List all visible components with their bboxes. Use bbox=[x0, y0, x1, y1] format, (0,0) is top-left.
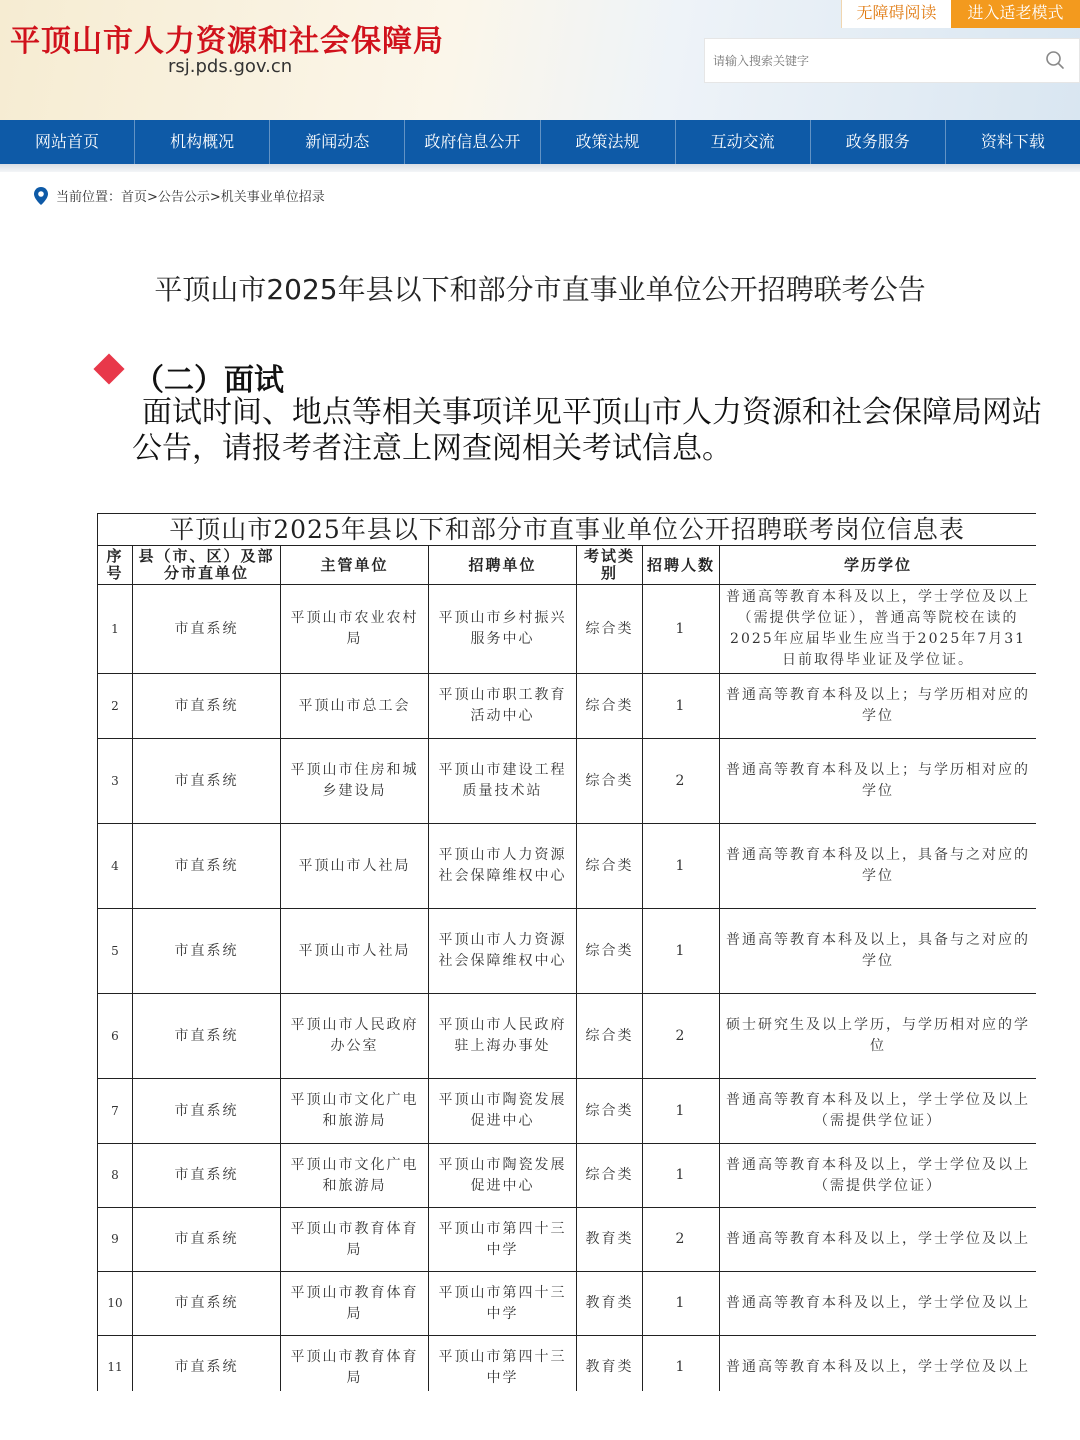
nav-item-policy[interactable]: 政策法规 bbox=[541, 120, 676, 164]
site-domain: rsj.pds.gov.cn bbox=[168, 56, 293, 77]
search-icon[interactable] bbox=[1045, 50, 1065, 70]
table-row bbox=[98, 1079, 1037, 1144]
cell-count: 1 bbox=[643, 1272, 720, 1336]
cell-county: 市直系统 bbox=[133, 1336, 281, 1392]
section-heading: （二）面试 bbox=[134, 363, 284, 398]
cell-category: 教育类 bbox=[577, 1336, 643, 1392]
cell-category: 综合类 bbox=[577, 994, 643, 1079]
header-seq: 序号 bbox=[98, 546, 133, 585]
cell-seq: 9 bbox=[98, 1208, 133, 1272]
cell-county: 市直系统 bbox=[133, 739, 281, 824]
cell-count: 2 bbox=[643, 1208, 720, 1272]
cell-dept: 平顶山市总工会 bbox=[281, 674, 429, 739]
cell-count: 1 bbox=[643, 1336, 720, 1392]
cell-county: 市直系统 bbox=[133, 824, 281, 909]
cell-category: 综合类 bbox=[577, 1144, 643, 1208]
table-title: 平顶山市2025年县以下和部分市直事业单位公开招聘联考岗位信息表 bbox=[98, 514, 1037, 546]
cell-dept: 平顶山市教育体育局 bbox=[281, 1208, 429, 1272]
cell-dept: 平顶山市文化广电和旅游局 bbox=[281, 1144, 429, 1208]
cell-dept: 平顶山市农业农村局 bbox=[281, 585, 429, 674]
nav-item-about[interactable]: 机构概况 bbox=[135, 120, 270, 164]
cell-dept: 平顶山市人民政府办公室 bbox=[281, 994, 429, 1079]
cell-edu: 普通高等教育本科及以上，学士学位及以上 bbox=[720, 1272, 1037, 1336]
nav-item-news[interactable]: 新闻动态 bbox=[270, 120, 405, 164]
main-nav bbox=[0, 120, 1080, 164]
table-row bbox=[98, 674, 1037, 739]
header-unit: 招聘单位 bbox=[429, 546, 577, 585]
cell-category: 综合类 bbox=[577, 739, 643, 824]
cell-dept: 平顶山市住房和城乡建设局 bbox=[281, 739, 429, 824]
cell-county: 市直系统 bbox=[133, 585, 281, 674]
search-box bbox=[704, 38, 1080, 83]
cell-category: 教育类 bbox=[577, 1272, 643, 1336]
cell-category: 综合类 bbox=[577, 824, 643, 909]
site-title[interactable]: 平顶山市人力资源和社会保障局 bbox=[10, 24, 444, 59]
cell-unit: 平顶山市人力资源社会保障维权中心 bbox=[429, 824, 577, 909]
location-pin-icon bbox=[34, 187, 48, 205]
breadcrumb-text[interactable]: 当前位置：首页>公告公示>机关事业单位招录 bbox=[56, 190, 325, 205]
cell-edu: 普通高等教育本科及以上，具备与之对应的学位 bbox=[720, 824, 1037, 909]
cell-count: 1 bbox=[643, 674, 720, 739]
cell-unit: 平顶山市第四十三中学 bbox=[429, 1208, 577, 1272]
cell-edu: 硕士研究生及以上学历，与学历相对应的学位 bbox=[720, 994, 1037, 1079]
cell-count: 1 bbox=[643, 1079, 720, 1144]
accessibility-button[interactable]: 无障碍阅读 bbox=[841, 0, 951, 28]
table-row bbox=[98, 1272, 1037, 1336]
cell-unit: 平顶山市第四十三中学 bbox=[429, 1336, 577, 1392]
cell-unit: 平顶山市陶瓷发展促进中心 bbox=[429, 1079, 577, 1144]
job-info-table bbox=[97, 513, 1036, 1391]
cell-seq: 2 bbox=[98, 674, 133, 739]
cell-unit: 平顶山市陶瓷发展促进中心 bbox=[429, 1144, 577, 1208]
table-row bbox=[98, 739, 1037, 824]
cell-seq: 8 bbox=[98, 1144, 133, 1208]
header-edu: 学历学位 bbox=[720, 546, 1037, 585]
cell-count: 1 bbox=[643, 1144, 720, 1208]
table-row bbox=[98, 824, 1037, 909]
cell-dept: 平顶山市人社局 bbox=[281, 909, 429, 994]
cell-dept: 平顶山市文化广电和旅游局 bbox=[281, 1079, 429, 1144]
cell-category: 综合类 bbox=[577, 909, 643, 994]
cell-category: 综合类 bbox=[577, 674, 643, 739]
cell-dept: 平顶山市人社局 bbox=[281, 824, 429, 909]
cell-dept: 平顶山市教育体育局 bbox=[281, 1336, 429, 1392]
cell-edu: 普通高等教育本科及以上，学士学位及以上 bbox=[720, 1208, 1037, 1272]
table-row bbox=[98, 994, 1037, 1079]
cell-county: 市直系统 bbox=[133, 674, 281, 739]
table-row bbox=[98, 1336, 1037, 1392]
cell-edu: 普通高等教育本科及以上，学士学位及以上（需提供学位证） bbox=[720, 1079, 1037, 1144]
cell-county: 市直系统 bbox=[133, 909, 281, 994]
elder-mode-button[interactable]: 进入适老模式 bbox=[951, 0, 1080, 28]
cell-edu: 普通高等教育本科及以上，学士学位及以上（需提供学位证） bbox=[720, 1144, 1037, 1208]
cell-edu: 普通高等教育本科及以上，学士学位及以上 bbox=[720, 1336, 1037, 1392]
cell-unit: 平顶山市人民政府驻上海办事处 bbox=[429, 994, 577, 1079]
cell-seq: 3 bbox=[98, 739, 133, 824]
header-count: 招聘人数 bbox=[643, 546, 720, 585]
cell-count: 1 bbox=[643, 824, 720, 909]
page-title: 平顶山市2025年县以下和部分市直事业单位公开招聘联考公告 bbox=[154, 273, 926, 306]
cell-seq: 10 bbox=[98, 1272, 133, 1336]
cell-count: 2 bbox=[643, 739, 720, 824]
table-row bbox=[98, 909, 1037, 994]
cell-edu: 普通高等教育本科及以上，学士学位及以上（需提供学位证），普通高等院校在读的2025年应届毕业生应当于2025年7月31日前取得毕业证及学位证。 bbox=[720, 585, 1037, 674]
cell-unit: 平顶山市职工教育活动中心 bbox=[429, 674, 577, 739]
table-row bbox=[98, 1208, 1037, 1272]
table-row bbox=[98, 1144, 1037, 1208]
nav-item-info-disclosure[interactable]: 政府信息公开 bbox=[405, 120, 540, 164]
cell-unit: 平顶山市人力资源社会保障维权中心 bbox=[429, 909, 577, 994]
cell-category: 教育类 bbox=[577, 1208, 643, 1272]
cell-county: 市直系统 bbox=[133, 994, 281, 1079]
nav-divider bbox=[0, 164, 1080, 172]
breadcrumb bbox=[34, 186, 325, 205]
nav-item-services[interactable]: 政务服务 bbox=[811, 120, 946, 164]
section-body: 面试时间、地点等相关事项详见平顶山市人力资源和社会保障局网站公告，请报考者注意上网查阅相关考试信息。 bbox=[132, 395, 1042, 466]
cell-seq: 7 bbox=[98, 1079, 133, 1144]
cell-unit: 平顶山市第四十三中学 bbox=[429, 1272, 577, 1336]
header-dept: 主管单位 bbox=[281, 546, 429, 585]
cell-county: 市直系统 bbox=[133, 1208, 281, 1272]
cell-edu: 普通高等教育本科及以上，具备与之对应的学位 bbox=[720, 909, 1037, 994]
cell-seq: 1 bbox=[98, 585, 133, 674]
cell-count: 1 bbox=[643, 909, 720, 994]
cell-category: 综合类 bbox=[577, 585, 643, 674]
job-table-container bbox=[97, 513, 1036, 1391]
cell-count: 1 bbox=[643, 585, 720, 674]
search-input[interactable] bbox=[713, 39, 1033, 82]
cell-unit: 平顶山市建设工程质量技术站 bbox=[429, 739, 577, 824]
cell-unit: 平顶山市乡村振兴服务中心 bbox=[429, 585, 577, 674]
cell-count: 2 bbox=[643, 994, 720, 1079]
table-header-row bbox=[98, 546, 1037, 585]
nav-item-home[interactable]: 网站首页 bbox=[0, 120, 135, 164]
cell-category: 综合类 bbox=[577, 1079, 643, 1144]
cell-edu: 普通高等教育本科及以上；与学历相对应的学位 bbox=[720, 674, 1037, 739]
cell-seq: 5 bbox=[98, 909, 133, 994]
header-category: 考试类别 bbox=[577, 546, 643, 585]
cell-county: 市直系统 bbox=[133, 1272, 281, 1336]
cell-county: 市直系统 bbox=[133, 1079, 281, 1144]
cell-seq: 11 bbox=[98, 1336, 133, 1392]
nav-item-interaction[interactable]: 互动交流 bbox=[676, 120, 811, 164]
cell-county: 市直系统 bbox=[133, 1144, 281, 1208]
cell-seq: 6 bbox=[98, 994, 133, 1079]
header-county: 县（市、区）及部分市直单位 bbox=[133, 546, 281, 585]
site-header bbox=[0, 0, 1080, 120]
nav-item-downloads[interactable]: 资料下载 bbox=[980, 132, 1045, 151]
cell-seq: 4 bbox=[98, 824, 133, 909]
cell-dept: 平顶山市教育体育局 bbox=[281, 1272, 429, 1336]
cell-edu: 普通高等教育本科及以上；与学历相对应的学位 bbox=[720, 739, 1037, 824]
diamond-bullet-icon bbox=[93, 353, 124, 384]
table-row bbox=[98, 585, 1037, 674]
